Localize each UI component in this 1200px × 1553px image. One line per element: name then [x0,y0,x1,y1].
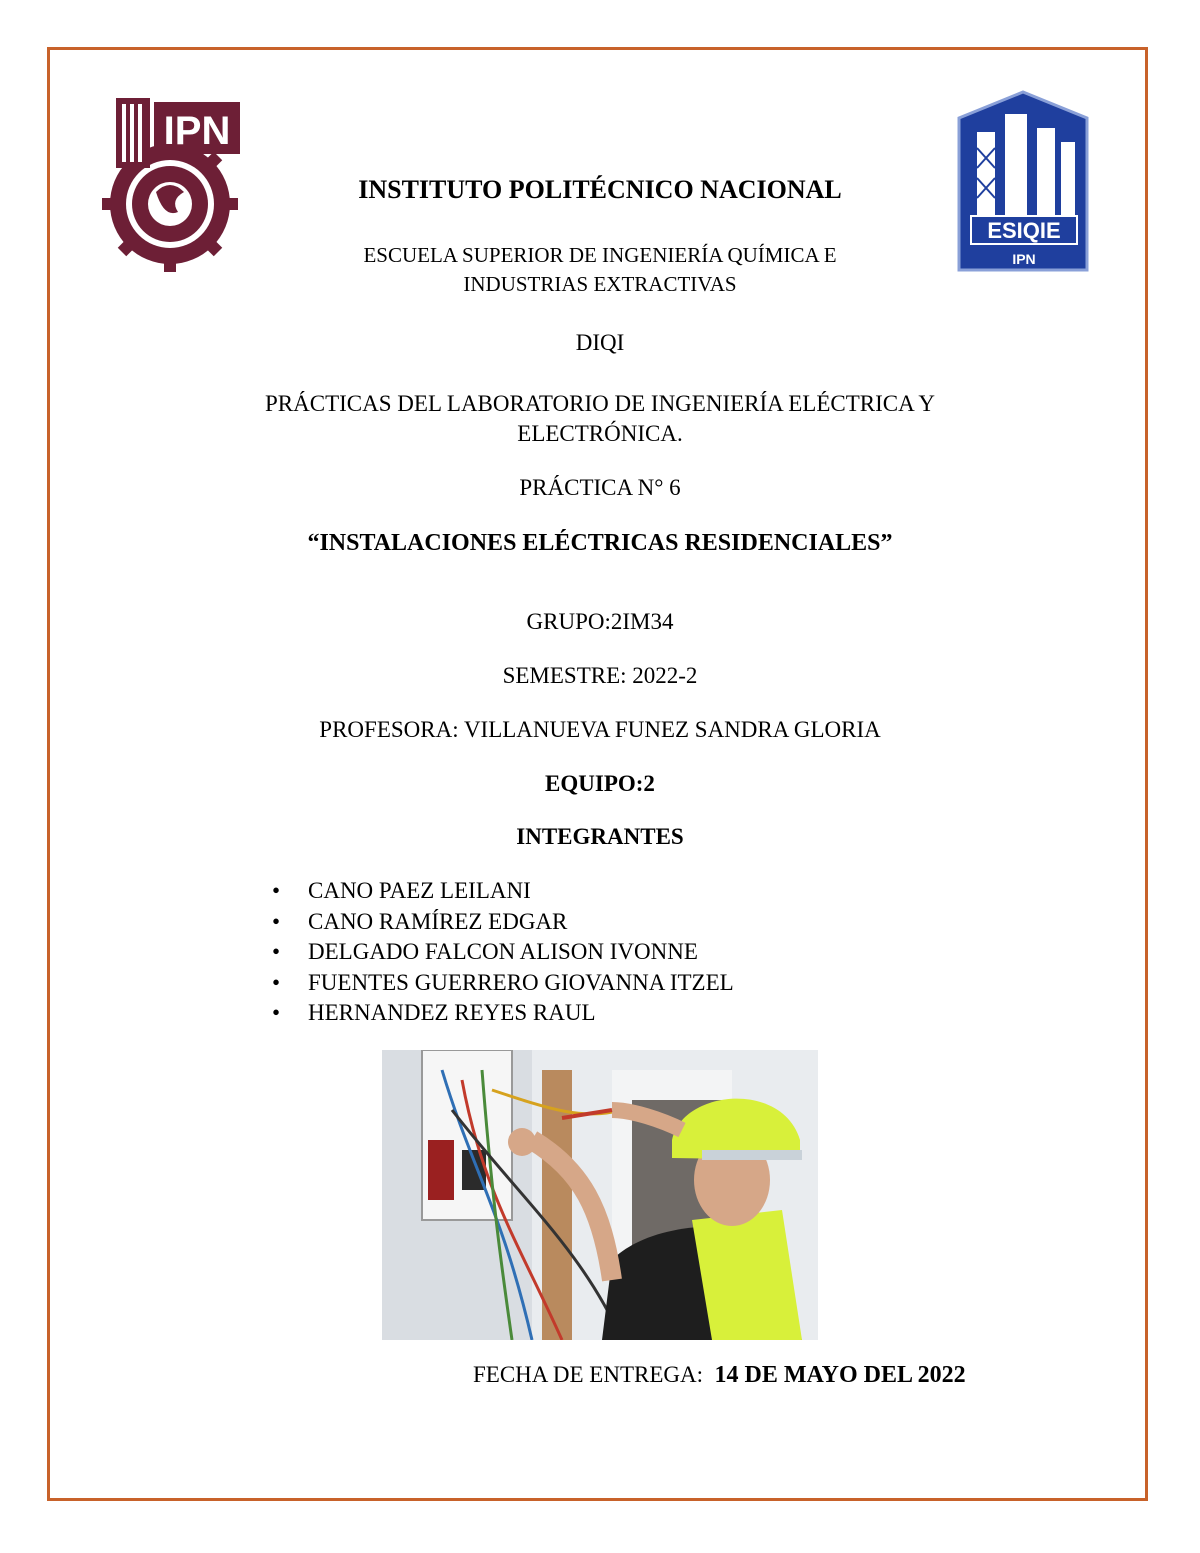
esiqie-logo-text: ESIQIE [987,218,1061,243]
course-title-line1: PRÁCTICAS DEL LABORATORIO DE INGENIERÍA ELÉCTRICA Y [265,391,935,416]
school-name-line2: INDUSTRIAS EXTRACTIVAS [463,272,737,296]
ipn-logo-text: IPN [163,109,231,153]
institution-name: INSTITUTO POLITÉCNICO NACIONAL [358,175,842,204]
school-name-line1: ESCUELA SUPERIOR DE INGENIERÍA QUÍMICA E [363,243,837,267]
electrician-photo [382,1050,818,1340]
semester: SEMESTRE: 2022-2 [502,663,698,688]
professor: PROFESORA: VILLANUEVA FUNEZ SANDRA GLORIA [319,717,881,742]
members-list [270,876,734,1029]
delivery-label: FECHA DE ENTREGA: [473,1362,703,1387]
course-title-line2: ELECTRÓNICA. [517,421,683,446]
department: DIQI [575,330,625,355]
practice-title: “INSTALACIONES ELÉCTRICAS RESIDENCIALES” [307,530,893,556]
team: EQUIPO:2 [545,771,655,796]
delivery-date: 14 DE MAYO DEL 2022 [714,1362,966,1388]
esiqie-logo-subtext: IPN [1012,251,1036,267]
list-item: • CANO PAEZ LEILANI [270,876,734,907]
delivery-date-line [473,1362,966,1389]
members-heading: INTEGRANTES [516,824,684,849]
list-item: • HERNANDEZ REYES RAUL [270,998,734,1029]
list-item: • CANO RAMÍREZ EDGAR [270,907,734,938]
practice-number: PRÁCTICA N° 6 [519,475,681,500]
group: GRUPO:2IM34 [526,609,674,634]
list-item: • FUENTES GUERRERO GIOVANNA ITZEL [270,968,734,999]
list-item: • DELGADO FALCON ALISON IVONNE [270,937,734,968]
